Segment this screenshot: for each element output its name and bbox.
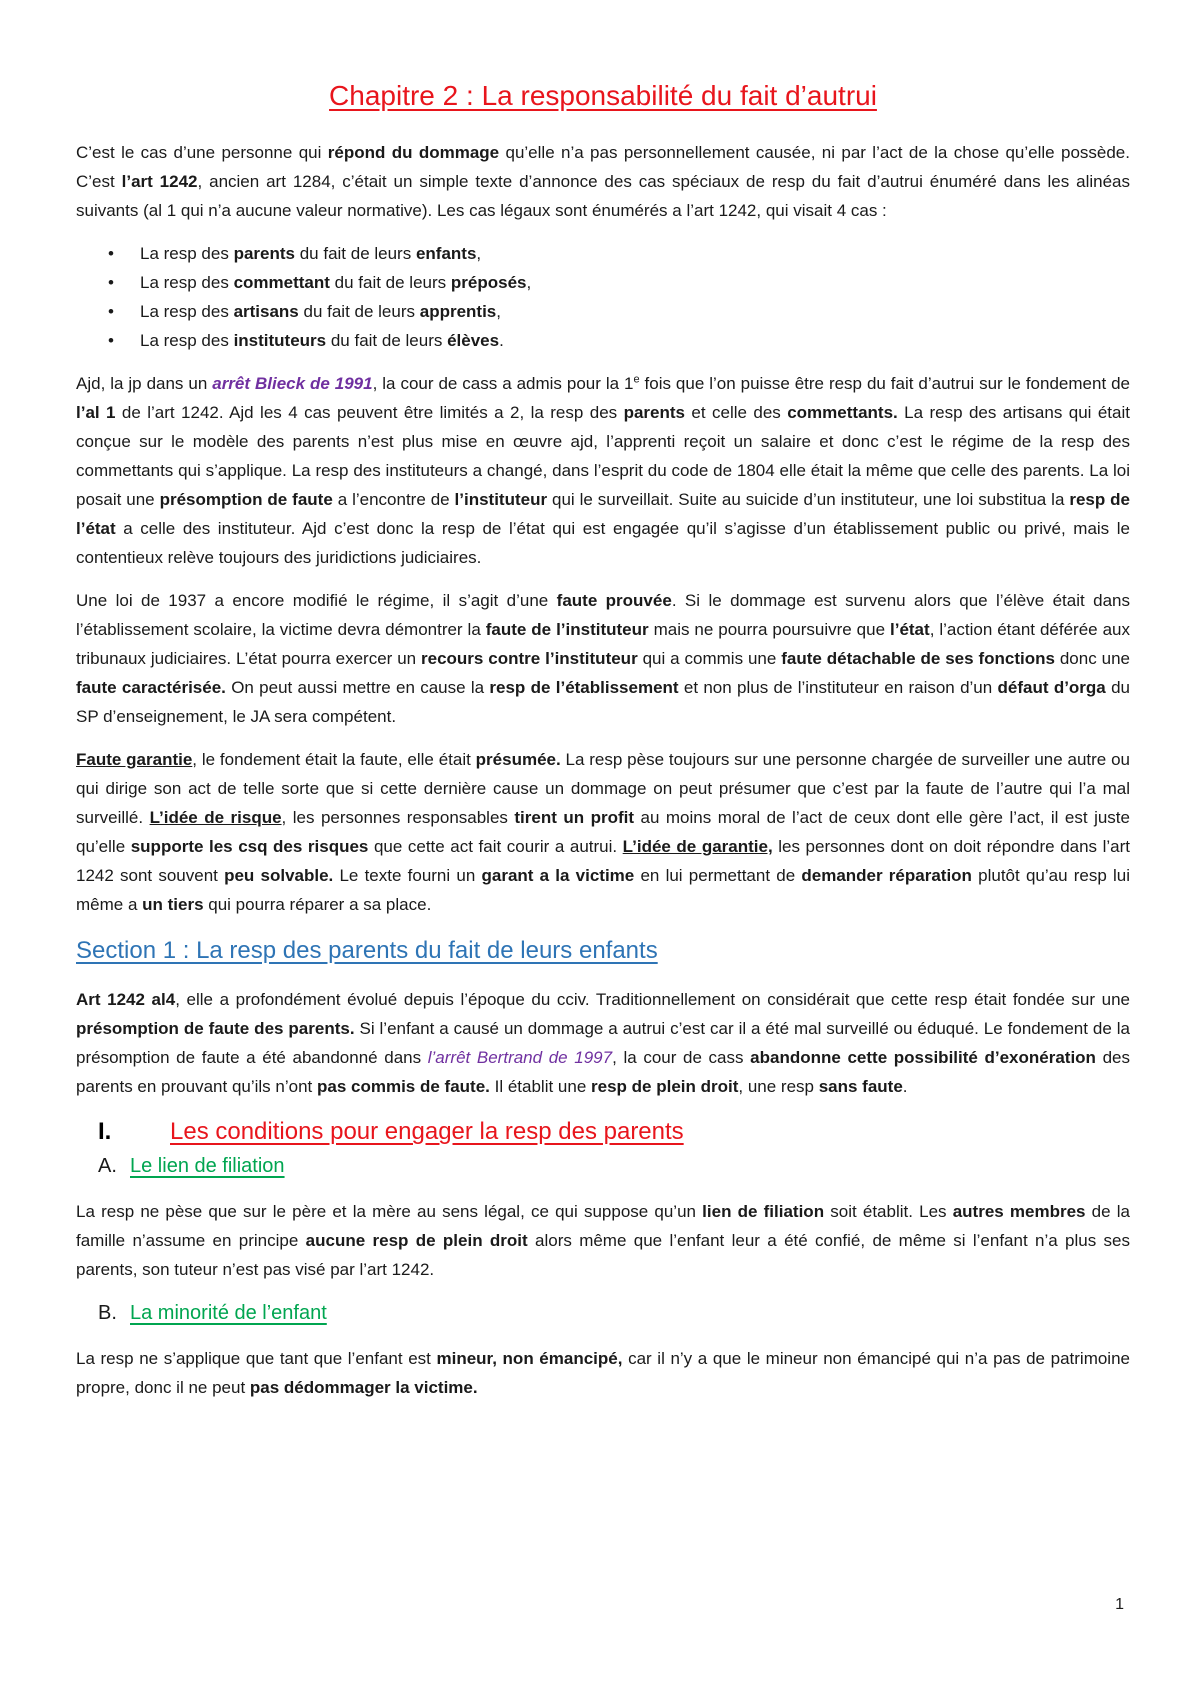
case-reference: arrêt Blieck de 1991 — [212, 374, 373, 393]
part-1-heading: I. Les conditions pour engager la resp des parents — [98, 1118, 684, 1145]
garantie-paragraph: Faute garantie, le fondement était la faute, elle était présumée. La resp pèse toujours sur une personne chargée de surveiller une autre ou qui dirige son act de telle sorte que si cette dernière cause un dommage on peut présumer que c’est par la faute de l’autre qui l’a mal surveillé. L’idée de risque, les personnes responsables tirent un profit au moins moral de l’act de ceux dont elle gère l’act, il est juste qu’elle supporte les csq des risques que cette act fait courir a autrui. L’idée de garantie, les personnes dont on doit répondre dans l’art 1242 sont souvent peu solvable. Le texte fourni un garant a la victime en lui permettant de demander réparation plutôt qu’au resp lui même a un tiers qui pourra réparer a sa place. — [76, 750, 1131, 914]
list-item: • La resp des commettant du fait de leurs préposés, — [76, 268, 1130, 297]
section-1-paragraph: Art 1242 al4, elle a profondément évolué depuis l’époque du cciv. Traditionnellement on considérait que cette resp était fondée sur une présomption de faute des parents. Si l’enfant a causé un dommage a autrui c’est car il a été mal surveillé ou éduqué. Le fondement de la présomption de faute a été abandonné dans l’arrêt Bertrand de 1997, la cour de cass abandonne cette possibilité d’exonération des parents en prouvant qu’ils n’ont pas commis de faute. Il établit une resp de plein droit, une resp sans faute. — [76, 990, 1130, 1096]
bullet-icon: • — [108, 273, 114, 292]
subsection-b-heading: B. La minorité de l’enfant — [98, 1302, 327, 1324]
blieck-paragraph: Ajd, la jp dans un arrêt Blieck de 1991, la cour de cass a admis pour la 1e fois que l’on puisse être resp du fait d’autrui sur le fondement de l’al 1 de l’art 1242. Ajd les 4 cas peuvent être limités a 2, la resp des parents et celle des commettants. La resp des artisans qui était conçue sur le modèle des parents n’est plus mise en œuvre ajd, l’apprenti reçoit un salaire et donc c’est le régime de la resp des commettants qui s’applique. La resp des instituteurs a changé, dans l’esprit du code de 1804 elle était la même que celle des parents. La loi posait une présomption de faute a l’encontre de l’instituteur qui le surveillait. Suite au suicide d’un instituteur, une loi substitua la resp de l’état a celle des instituteur. Ajd c’est donc la resp de l’état qui est engagée qu’il s’agisse d’un établissement public ou privé, mais le contentieux relève toujours des juridictions judiciaires. — [76, 373, 1131, 567]
subsection-a-paragraph: La resp ne pèse que sur le père et la mère au sens légal, ce qui suppose qu’un lien de filiation soit établit. Les autres membres de la famille n’assume en principe aucune resp de plein droit alors même que l’enfant leur a été confié, de même si l’enfant n’a plus ses parents, son tuteur n’est pas visé par l’art 1242. — [76, 1202, 1130, 1279]
subsection-b-paragraph: La resp ne s’applique que tant que l’enfant est mineur, non émancipé, car il n’y a que le mineur non émancipé qui n’a pas de patrimoine propre, donc il ne peut pas dédommager la victime. — [76, 1349, 1130, 1397]
bullet-icon: • — [108, 302, 114, 321]
page-content — [76, 76, 1130, 1416]
page-number: 1 — [1115, 1596, 1124, 1613]
intro-paragraph: C’est le cas d’une personne qui répond du dommage qu’elle n’a pas personnellement causée, ni par l’act de la chose qu’elle possède. C’est l’art 1242, ancien art 1284, c’était un simple texte d’annonce des cas spéciaux de resp du fait d’autrui énuméré dans les alinéas suivants (al 1 qui n’a aucune valeur normative). Les cas légaux sont énumérés a l’art 1242, qui visait 4 cas : — [76, 143, 1130, 220]
bullet-icon: • — [108, 244, 114, 263]
case-reference: l’arrêt Bertrand de 1997 — [427, 1048, 613, 1067]
section-1-heading: Section 1 : La resp des parents du fait de leurs enfants — [76, 937, 658, 964]
chapter-title: Chapitre 2 : La responsabilité du fait d’autrui — [329, 80, 877, 111]
cases-list — [76, 239, 1130, 355]
list-item: • La resp des instituteurs du fait de leurs élèves. — [76, 326, 1130, 355]
law-1937-paragraph: Une loi de 1937 a encore modifié le régime, il s’agit d’une faute prouvée. Si le dommage est survenu alors que l’élève était dans l’établissement scolaire, la victime devra démontrer la faute de l’instituteur mais ne pourra poursuivre que l’état, l’action étant déférée aux tribunaux judiciaires. L’état pourra exercer un recours contre l’instituteur qui a commis une faute détachable de ses fonctions donc une faute caractérisée. On peut aussi mettre en cause la resp de l’établissement et non plus de l’instituteur en raison d’un défaut d’orga du SP d’enseignement, le JA sera compétent. — [76, 591, 1130, 726]
bullet-icon: • — [108, 331, 114, 350]
list-item: • La resp des parents du fait de leurs enfants, — [76, 239, 1130, 268]
subsection-a-heading: A. Le lien de filiation — [98, 1155, 285, 1177]
list-item: • La resp des artisans du fait de leurs apprentis, — [76, 297, 1130, 326]
